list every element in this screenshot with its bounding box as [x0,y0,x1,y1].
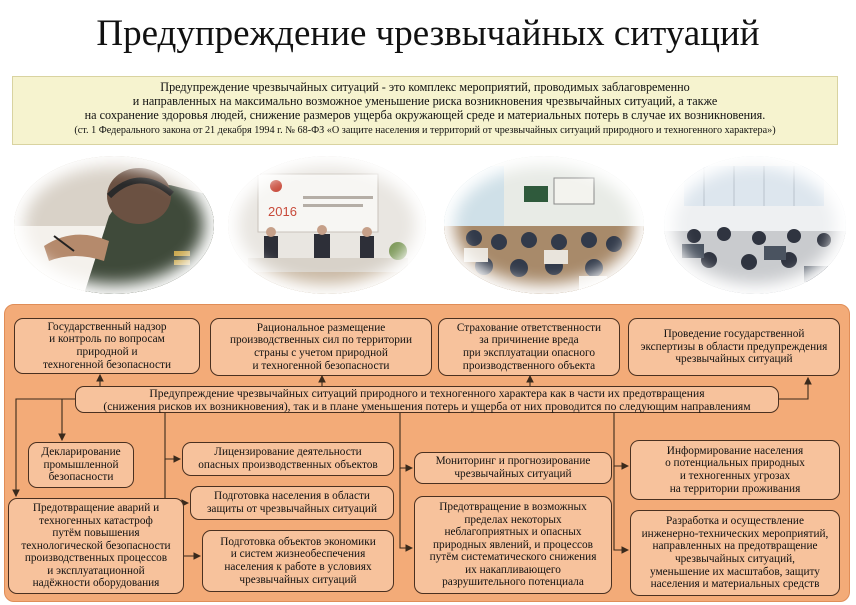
definition-source: (ст. 1 Федерального закона от 21 декабря 1994 г. № 68-ФЗ «О защите населения и территорий от чрезвычайных ситуаций природного и техногенного характера») [74,125,776,136]
box-central-statement: Предупреждение чрезвычайных ситуаций природного и техногенного характера как в части их предотвращения (снижения рисков их возникновения), так и в плане уменьшения потерь и ущерба от них проводится по следующим направлениям [75,386,779,413]
definition-line: Предупреждение чрезвычайных ситуаций - это комплекс мероприятий, проводимых заблаговременно [160,80,690,94]
box-liability-insurance: Страхование ответственности за причинение вреда при эксплуатации опасного производственного объекта [438,318,620,376]
definition-line: и направленных на максимально возможное уменьшение риска возникновения чрезвычайных ситуаций, а также [132,94,718,108]
definition-box [12,76,838,145]
box-state-expertise: Проведение государственной экспертизы в области предупреждения чрезвычайных ситуаций [628,318,840,376]
banner-year: 2016 [268,204,297,219]
photo-conference-stage [228,156,426,294]
box-population-training: Подготовка населения в области защиты от чрезвычайных ситуаций [190,486,394,520]
box-licensing: Лицензирование деятельности опасных производственных объектов [182,442,394,476]
definition-line: на сохранение здоровья людей, снижение размеров ущерба окружающей среде и материальных потерь в случае их возникновения. [84,108,766,122]
box-natural-prevention: Предотвращение в возможных пределах некоторых неблагоприятных и опасных природных явлений, и процессов путём систематического снижения их накапливающего разрушительного потенциала [414,496,612,594]
box-informing: Информирование населения о потенциальных природных и техногенных угрозах на территории проживания [630,440,840,500]
box-monitoring: Мониторинг и прогнозирование чрезвычайных ситуаций [414,452,612,484]
box-rational-placement: Рациональное размещение производственных сил по территории страны с учетом природной и техногенной безопасности [210,318,432,376]
photo-officer-writing [14,156,214,294]
box-accident-prevention: Предотвращение аварий и техногенных катастроф путём повышения технологической безопасности производственных процессов и эксплуатационной надёжности оборудования [8,498,184,594]
box-economy-training: Подготовка объектов экономики и систем жизнеобеспечения населения к работе в условиях чрезвычайных ситуаций [202,530,394,592]
box-state-supervision: Государственный надзор и контроль по вопросам природной и техногенной безопасности [14,318,200,374]
photo-computer-room [664,156,846,294]
page-title: Предупреждение чрезвычайных ситуаций [96,13,760,54]
box-declaration: Декларирование промышленной безопасности [28,442,134,488]
photo-classroom [444,156,644,294]
box-engineering-measures: Разработка и осуществление инженерно-технических мероприятий, направленных на предотвращение чрезвычайных ситуаций, уменьшение их масштабов, защиту населения и материальных средств [630,510,840,596]
